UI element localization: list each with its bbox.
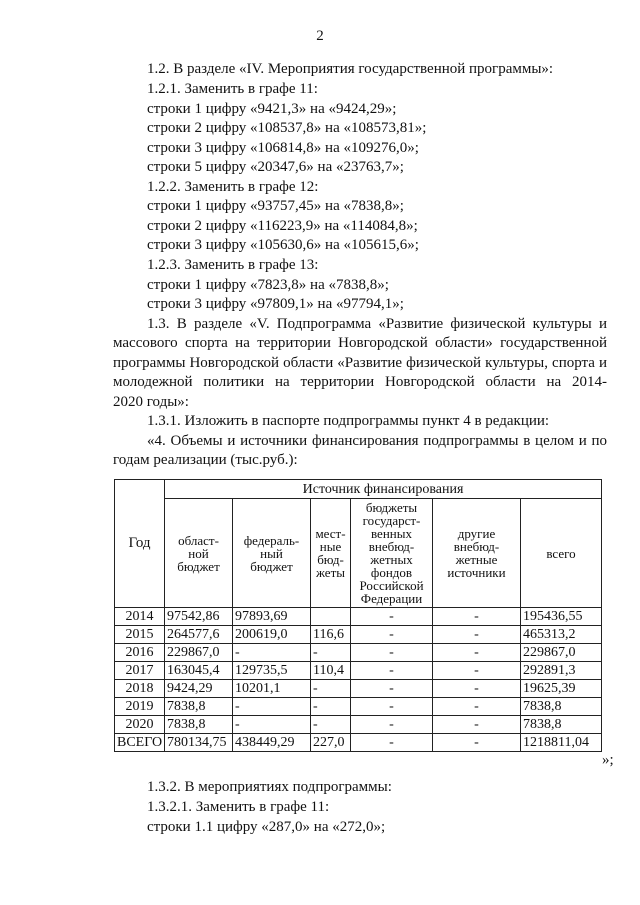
value-cell: 227,0 bbox=[311, 734, 351, 752]
column-header: област- ной бюджет bbox=[165, 499, 233, 608]
value-cell: 10201,1 bbox=[233, 680, 311, 698]
financing-table bbox=[114, 479, 602, 752]
year-header: Год bbox=[115, 480, 165, 608]
value-cell: - bbox=[351, 680, 433, 698]
year-cell: 2019 bbox=[115, 698, 165, 716]
value-cell: - bbox=[351, 662, 433, 680]
table-column-headers bbox=[115, 499, 602, 608]
table-row bbox=[115, 608, 602, 626]
column-header: всего bbox=[521, 499, 602, 608]
table-row bbox=[115, 680, 602, 698]
text-line: 1.2. В разделе «IV. Мероприятия государственной программы»: bbox=[147, 61, 554, 77]
value-cell: - bbox=[351, 716, 433, 734]
value-cell: - bbox=[351, 698, 433, 716]
column-header: мест- ные бюд- жеты bbox=[311, 499, 351, 608]
text-line: строки 1 цифру «93757,45» на «7838,8»; bbox=[147, 198, 404, 214]
year-cell: 2017 bbox=[115, 662, 165, 680]
paragraph-line: 1.3. В разделе «V. Подпрограмма «Развитие физической культуры и bbox=[147, 316, 607, 332]
value-cell: 110,4 bbox=[311, 662, 351, 680]
value-cell: 292891,3 bbox=[521, 662, 602, 680]
value-cell: - bbox=[433, 716, 521, 734]
quote-line: «4. Объемы и источники финансирования подпрограммы в целом и по bbox=[147, 433, 607, 449]
value-cell: 97893,69 bbox=[233, 608, 311, 626]
source-header: Источник финансирования bbox=[165, 480, 602, 499]
table-row bbox=[115, 734, 602, 752]
text-line: строки 2 цифру «108537,8» на «108573,81»; bbox=[147, 120, 427, 136]
text-line: строки 3 цифру «106814,8» на «109276,0»; bbox=[147, 140, 419, 156]
year-cell: 2014 bbox=[115, 608, 165, 626]
value-cell: 1218811,04 bbox=[521, 734, 602, 752]
table-row bbox=[115, 644, 602, 662]
year-cell: 2016 bbox=[115, 644, 165, 662]
value-cell: 7838,8 bbox=[165, 716, 233, 734]
column-header: бюджеты государст- венных внебюд- жетных фондов Российской Федерации bbox=[351, 499, 433, 608]
value-cell: - bbox=[351, 644, 433, 662]
paragraph-line: молодежной политики на территории Новгородской области на 2014- bbox=[113, 374, 607, 390]
value-cell: 465313,2 bbox=[521, 626, 602, 644]
text-line: строки 1 цифру «7823,8» на «7838,8»; bbox=[147, 277, 389, 293]
value-cell: 7838,8 bbox=[521, 716, 602, 734]
paragraph-line: 2020 годы»: bbox=[113, 394, 189, 410]
table-row bbox=[115, 698, 602, 716]
value-cell: - bbox=[311, 644, 351, 662]
table-header-row bbox=[115, 480, 602, 499]
text-line: строки 5 цифру «20347,6» на «23763,7»; bbox=[147, 159, 404, 175]
text-line: строки 1.1 цифру «287,0» на «272,0»; bbox=[147, 819, 386, 835]
quote-line: годам реализации (тыс.руб.): bbox=[113, 452, 298, 468]
value-cell: - bbox=[351, 608, 433, 626]
value-cell: 163045,4 bbox=[165, 662, 233, 680]
value-cell: - bbox=[433, 608, 521, 626]
value-cell: - bbox=[233, 644, 311, 662]
value-cell: 780134,75 bbox=[165, 734, 233, 752]
value-cell: 116,6 bbox=[311, 626, 351, 644]
value-cell: 229867,0 bbox=[521, 644, 602, 662]
value-cell bbox=[311, 608, 351, 626]
text-line: строки 3 цифру «97809,1» на «97794,1»; bbox=[147, 296, 404, 312]
text-line: строки 1 цифру «9421,3» на «9424,29»; bbox=[147, 101, 397, 117]
value-cell: - bbox=[233, 698, 311, 716]
value-cell: 7838,8 bbox=[521, 698, 602, 716]
value-cell: 19625,39 bbox=[521, 680, 602, 698]
text-line: 1.3.2.1. Заменить в графе 11: bbox=[147, 799, 330, 815]
text-line: 1.2.2. Заменить в графе 12: bbox=[147, 179, 319, 195]
value-cell: 264577,6 bbox=[165, 626, 233, 644]
text-line: 1.3.2. В мероприятиях подпрограммы: bbox=[147, 779, 392, 795]
value-cell: - bbox=[351, 734, 433, 752]
value-cell: 229867,0 bbox=[165, 644, 233, 662]
year-cell: 2015 bbox=[115, 626, 165, 644]
year-cell: 2018 bbox=[115, 680, 165, 698]
paragraph-line: программы Новгородской области «Развитие физической культуры, спорта и bbox=[113, 355, 607, 371]
value-cell: 438449,29 bbox=[233, 734, 311, 752]
table-row bbox=[115, 662, 602, 680]
paragraph-line: массового спорта на территории Новгородской области» государственной bbox=[113, 335, 607, 351]
value-cell: - bbox=[311, 680, 351, 698]
value-cell: 97542,86 bbox=[165, 608, 233, 626]
value-cell: 7838,8 bbox=[165, 698, 233, 716]
value-cell: 9424,29 bbox=[165, 680, 233, 698]
value-cell: 200619,0 bbox=[233, 626, 311, 644]
value-cell: - bbox=[351, 626, 433, 644]
value-cell: - bbox=[433, 662, 521, 680]
value-cell: - bbox=[433, 698, 521, 716]
value-cell: 129735,5 bbox=[233, 662, 311, 680]
table-row bbox=[115, 626, 602, 644]
value-cell: - bbox=[433, 626, 521, 644]
value-cell: - bbox=[433, 734, 521, 752]
year-cell: 2020 bbox=[115, 716, 165, 734]
text-line: 1.2.3. Заменить в графе 13: bbox=[147, 257, 319, 273]
text-line: 1.3.1. Изложить в паспорте подпрограммы пункт 4 в редакции: bbox=[147, 413, 550, 429]
value-cell: - bbox=[233, 716, 311, 734]
value-cell: - bbox=[433, 644, 521, 662]
page-number: 2 bbox=[316, 28, 324, 44]
text-line: строки 3 цифру «105630,6» на «105615,6»; bbox=[147, 237, 419, 253]
closing-quote: »; bbox=[602, 752, 614, 768]
year-cell: ВСЕГО bbox=[115, 734, 165, 752]
value-cell: 195436,55 bbox=[521, 608, 602, 626]
value-cell: - bbox=[433, 680, 521, 698]
value-cell: - bbox=[311, 716, 351, 734]
column-header: федераль- ный бюджет bbox=[233, 499, 311, 608]
table-row bbox=[115, 716, 602, 734]
column-header: другие внебюд- жетные источники bbox=[433, 499, 521, 608]
text-line: строки 2 цифру «116223,9» на «114084,8»; bbox=[147, 218, 418, 234]
text-line: 1.2.1. Заменить в графе 11: bbox=[147, 81, 318, 97]
value-cell: - bbox=[311, 698, 351, 716]
